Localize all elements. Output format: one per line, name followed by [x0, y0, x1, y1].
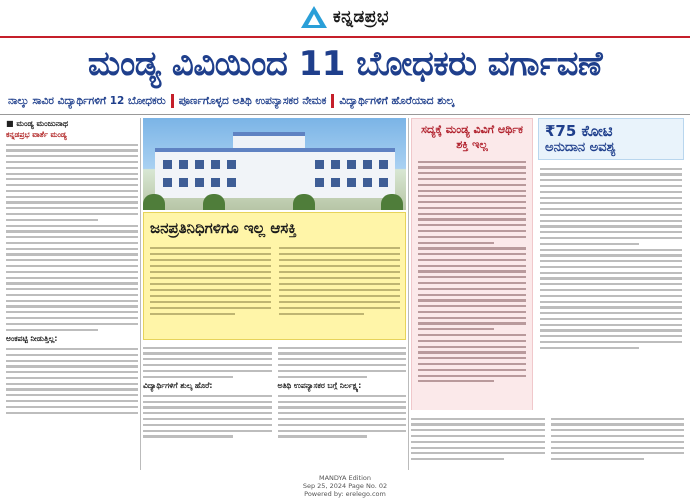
- highlight-box: [143, 212, 406, 340]
- page-footer: [0, 470, 690, 501]
- article-text-block: [6, 144, 138, 331]
- masthead: [0, 0, 690, 34]
- masthead-divider: [0, 36, 690, 38]
- article-subheading: ಅಂಕಪಟ್ಟಿ ನೀಡುತ್ತಿಲ್ಲ:: [6, 334, 58, 344]
- university-building-photo: [143, 118, 406, 210]
- subheadline-1: ನಾಲ್ಕು ಸಾವಿರ ವಿದ್ಯಾರ್ಥಿಗಳಿಗೆ 12 ಬೋಧಕರು: [8, 94, 166, 107]
- article-text-block: [6, 348, 138, 414]
- subheadline-3: ವಿದ್ಯಾರ್ಥಿಗಳಿಗೆ ಹೊರೆಯಾದ ಶುಲ್ಕ: [339, 94, 455, 107]
- main-headline: ಮಂಡ್ಯ ವಿವಿಯಿಂದ 11 ಬೋಧಕರು ವರ್ಗಾವಣೆ: [87, 44, 603, 84]
- subheadline-strip: [8, 92, 682, 110]
- subheadline-separator: [331, 94, 334, 108]
- article-middle-section: [143, 343, 406, 486]
- powered-by-link[interactable]: Powered by: erelego.com: [304, 490, 386, 498]
- grant-amount: ₹75 ಕೋಟಿ: [545, 122, 613, 140]
- subheadline-separator: [171, 94, 174, 108]
- article-left-column: [6, 118, 138, 486]
- article-subheading: ಅತಿಥಿ ಉಪನ್ಯಾಸಕರ ಬಗ್ಗೆ ನಿರ್ಲಕ್ಷ್ಯ:: [277, 381, 362, 391]
- highlight-box-text: [150, 243, 400, 337]
- edition-label: MANDYA Edition: [318, 474, 372, 482]
- logo-triangle-icon: [301, 6, 327, 28]
- article-subheading: ವಿದ್ಯಾರ್ಥಿಗಳಿಗೆ ಶುಲ್ಕ ಹೊರೆ:: [143, 381, 213, 391]
- reporter-name: ■ ಮಂಡ್ಯ ಮಂಜುನಾಥ: [6, 119, 68, 128]
- sidebar-article-text: [412, 155, 532, 388]
- grant-info-box: [538, 118, 684, 160]
- newspaper-logo-text: ಕನ್ನಡಪ್ರಭ: [333, 7, 389, 27]
- subheadline-divider: [0, 114, 690, 115]
- highlight-box-heading: ಜನಪ್ರತಿನಿಧಿಗಳಿಗೂ ಇಲ್ಲ ಆಸಕ್ತಿ: [150, 219, 297, 237]
- date-page-label: Sep 25, 2024 Page No. 02: [302, 482, 388, 490]
- column-divider: [140, 118, 141, 490]
- news-byline: ಕನ್ನಡಪ್ರಭ ವಾರ್ತೆ ಮಂಡ್ಯ: [6, 130, 67, 139]
- sidebar-article-heading: ಸದ್ಯಕ್ಕೆ ಮಂಡ್ಯ ವಿವಿಗೆ ಆರ್ಥಿಕ ಶಕ್ತಿ ಇಲ್ಲ: [421, 123, 523, 151]
- grant-subtitle: ಅನುದಾನ ಅವಶ್ಯ: [545, 140, 616, 155]
- column-divider: [408, 118, 409, 490]
- subheadline-2: ಪೂರ್ಣಗೊಳ್ಳದ ಅತಿಥಿ ಉಪನ್ಯಾಸಕರ ನೇಮಕ: [178, 94, 327, 107]
